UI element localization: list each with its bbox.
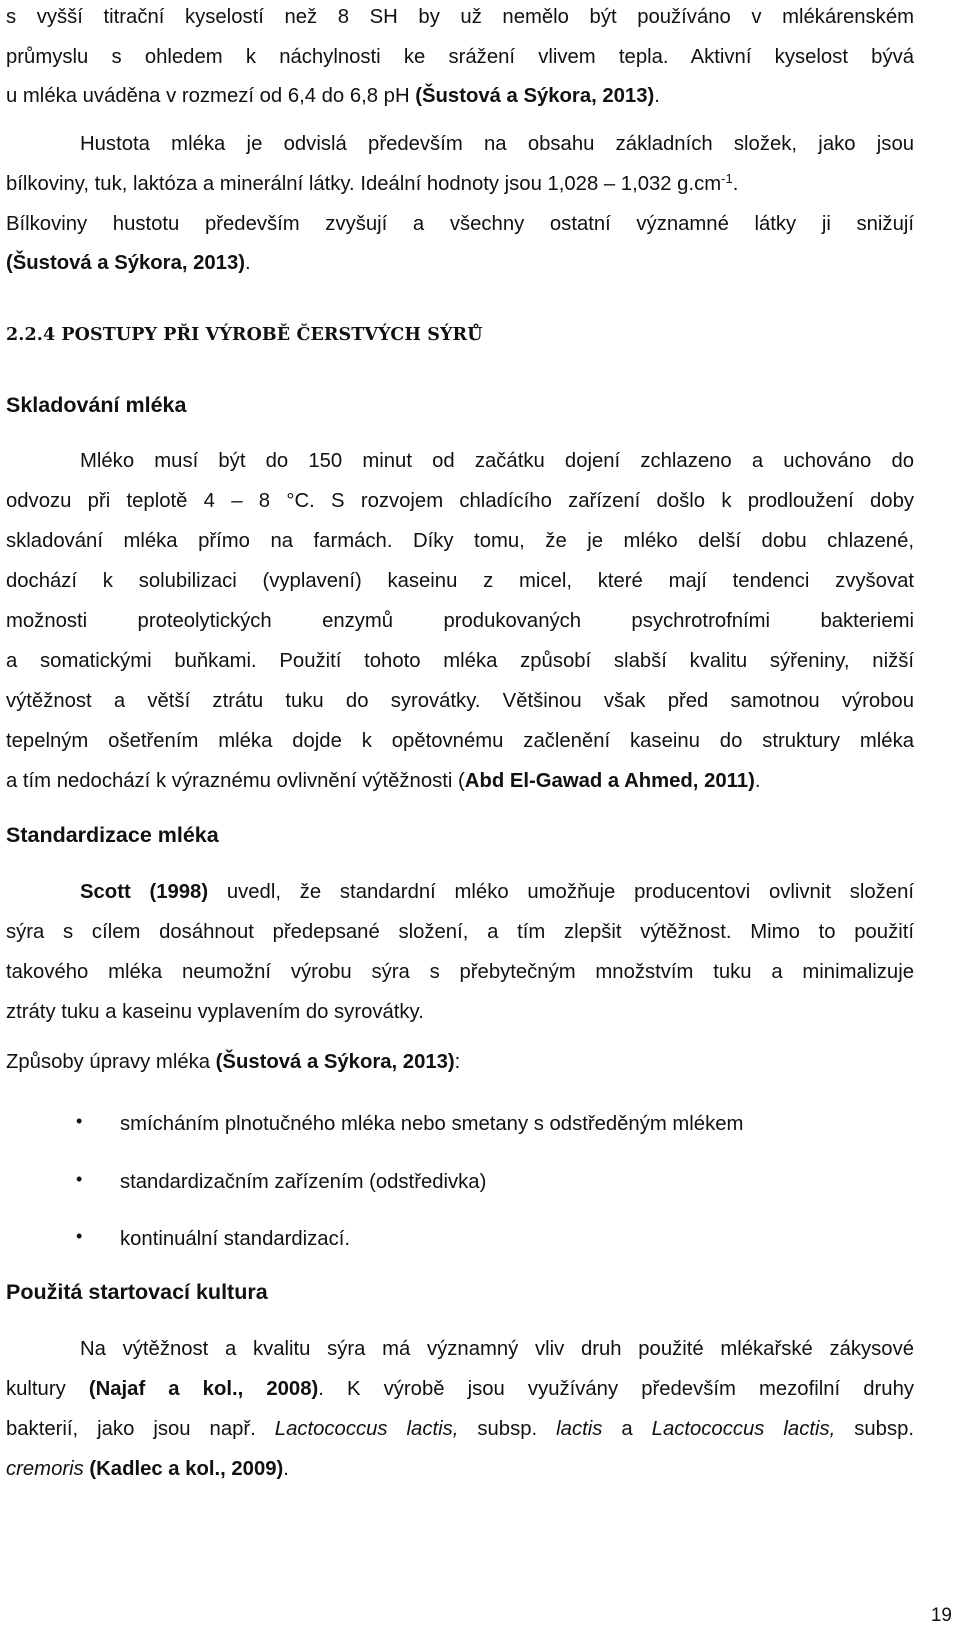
text-line: a somatickými buňkami. Použití tohoto mléka způsobí slabší kvalitu sýřeniny, nižší xyxy=(6,650,914,672)
text-line: odvozu při teplotě 4 ‒ 8 °C. S rozvojem chladícího zařízení došlo k prodloužení doby xyxy=(6,490,914,512)
text-line: dochází k solubilizaci (vyplavení) kaseinu z micel, které mají tendenci zvyšovat xyxy=(6,570,914,592)
bullet-icon: • xyxy=(76,1169,83,1189)
subheading-standardization: Standardizace mléka xyxy=(6,823,219,847)
citation: (Šustová a Sýkora, 2013) xyxy=(215,1051,455,1073)
text-line: s vyšší titrační kyselostí než 8 SH by už nemělo být používáno v mlékárenském xyxy=(6,6,914,28)
text-span: subsp. xyxy=(835,1418,915,1440)
bullet-icon: • xyxy=(76,1226,83,1246)
text-span: Způsoby úpravy mléka xyxy=(6,1051,216,1073)
citation: Abd El-Gawad a Ahmed, 2011) xyxy=(464,770,755,792)
species-name: lactis xyxy=(556,1418,603,1440)
section-heading: 2.2.4 POSTUPY PŘI VÝROBĚ ČERSTVÝCH SÝRŮ xyxy=(6,325,483,345)
text-span: . K výrobě jsou využívány především mezofilní druhy xyxy=(318,1378,914,1400)
text-line xyxy=(6,1050,914,1074)
text-span: : xyxy=(454,1051,461,1073)
text-line: sýra s cílem dosáhnout předepsané složení, a tím zlepšit výtěžnost. Mimo to použití xyxy=(6,921,914,943)
text-span: a tím nedochází k výraznému ovlivnění výtěžnosti ( xyxy=(6,770,465,792)
citation: (Šustová a Sýkora, 2013) xyxy=(6,252,245,274)
text-line: možnosti proteolytických enzymů produkovaných psychrotrofními bakteriemi xyxy=(6,610,914,632)
species-name: Lactococcus lactis, xyxy=(651,1418,836,1440)
list-item-text: smícháním plnotučného mléka nebo smetany s odstředěným mlékem xyxy=(120,1113,744,1135)
text-line: tepelným ošetřením mléka dojde k opětovnému začlenění kaseinu do struktury mléka xyxy=(6,730,914,752)
text-span: . xyxy=(654,85,660,107)
text-span: a xyxy=(602,1418,652,1440)
text-line: ztráty tuku a kaseinu vyplavením do syrovátky. xyxy=(6,1001,424,1023)
page-number: 19 xyxy=(930,1605,952,1626)
text-line: Hustota mléka je odvislá především na obsahu základních složek, jako jsou xyxy=(80,133,914,155)
text-line: průmyslu s ohledem k náchylnosti ke srážení vlivem tepla. Aktivní kyselost bývá xyxy=(6,46,914,68)
text-span: . xyxy=(754,770,761,792)
text-span: . xyxy=(732,173,739,195)
list-item-text: kontinuální standardizací. xyxy=(120,1228,350,1250)
citation: (Šustová a Sýkora, 2013) xyxy=(415,85,655,107)
citation: (Kadlec a kol., 2009) xyxy=(83,1458,284,1480)
superscript: -1 xyxy=(721,171,733,186)
text-line: Mléko musí být do 150 minut od začátku dojení zchlazeno a uchováno do xyxy=(80,450,914,472)
text-span: . xyxy=(283,1458,289,1480)
text-line: skladování mléka přímo na farmách. Díky tomu, že je mléko delší dobu chlazené, xyxy=(6,530,914,552)
list-item-text: standardizačním zařízením (odstředivka) xyxy=(120,1171,487,1193)
text-line: takového mléka neumožní výrobu sýra s přebytečným množstvím tuku a minimalizuje xyxy=(6,961,914,983)
text-line xyxy=(6,84,914,108)
text-line xyxy=(6,251,914,275)
text-line: Na výtěžnost a kvalitu sýra má významný vliv druh použité mlékařské zákysové xyxy=(80,1338,914,1360)
species-name: cremoris xyxy=(6,1458,84,1480)
text-line xyxy=(6,1457,914,1481)
text-line xyxy=(80,880,914,904)
text-span: kultury xyxy=(6,1378,89,1400)
species-name: Lactococcus lactis, xyxy=(274,1418,459,1440)
text-line: Bílkoviny hustotu především zvyšují a všechny ostatní významné látky ji snižují xyxy=(6,213,914,235)
text-line: výtěžnost a větší ztrátu tuku do syrovátky. Většinou však před samotnou výrobou xyxy=(6,690,914,712)
text-span: subsp. xyxy=(458,1418,557,1440)
text-line xyxy=(6,1377,914,1401)
text-span: u mléka uváděna v rozmezí od 6,4 do 6,8 pH xyxy=(6,85,416,107)
subheading-starter-culture: Použitá startovací kultura xyxy=(6,1280,268,1304)
subheading-milk-storage: Skladování mléka xyxy=(6,393,187,417)
text-line xyxy=(6,769,914,793)
text-line xyxy=(6,172,914,196)
citation: Scott (1998) xyxy=(80,881,209,903)
text-span: uvedl, že standardní mléko umožňuje producentovi ovlivnit složení xyxy=(208,881,914,903)
bullet-icon: • xyxy=(76,1111,83,1131)
citation: (Najaf a kol., 2008) xyxy=(88,1378,319,1400)
text-span: bakterií, jako jsou např. xyxy=(6,1418,275,1440)
text-span: . xyxy=(245,252,251,274)
text-line xyxy=(6,1417,914,1441)
text-span: bílkoviny, tuk, laktóza a minerální látky. Ideální hodnoty jsou 1,028 ‒ 1,032 g.cm xyxy=(6,173,722,195)
